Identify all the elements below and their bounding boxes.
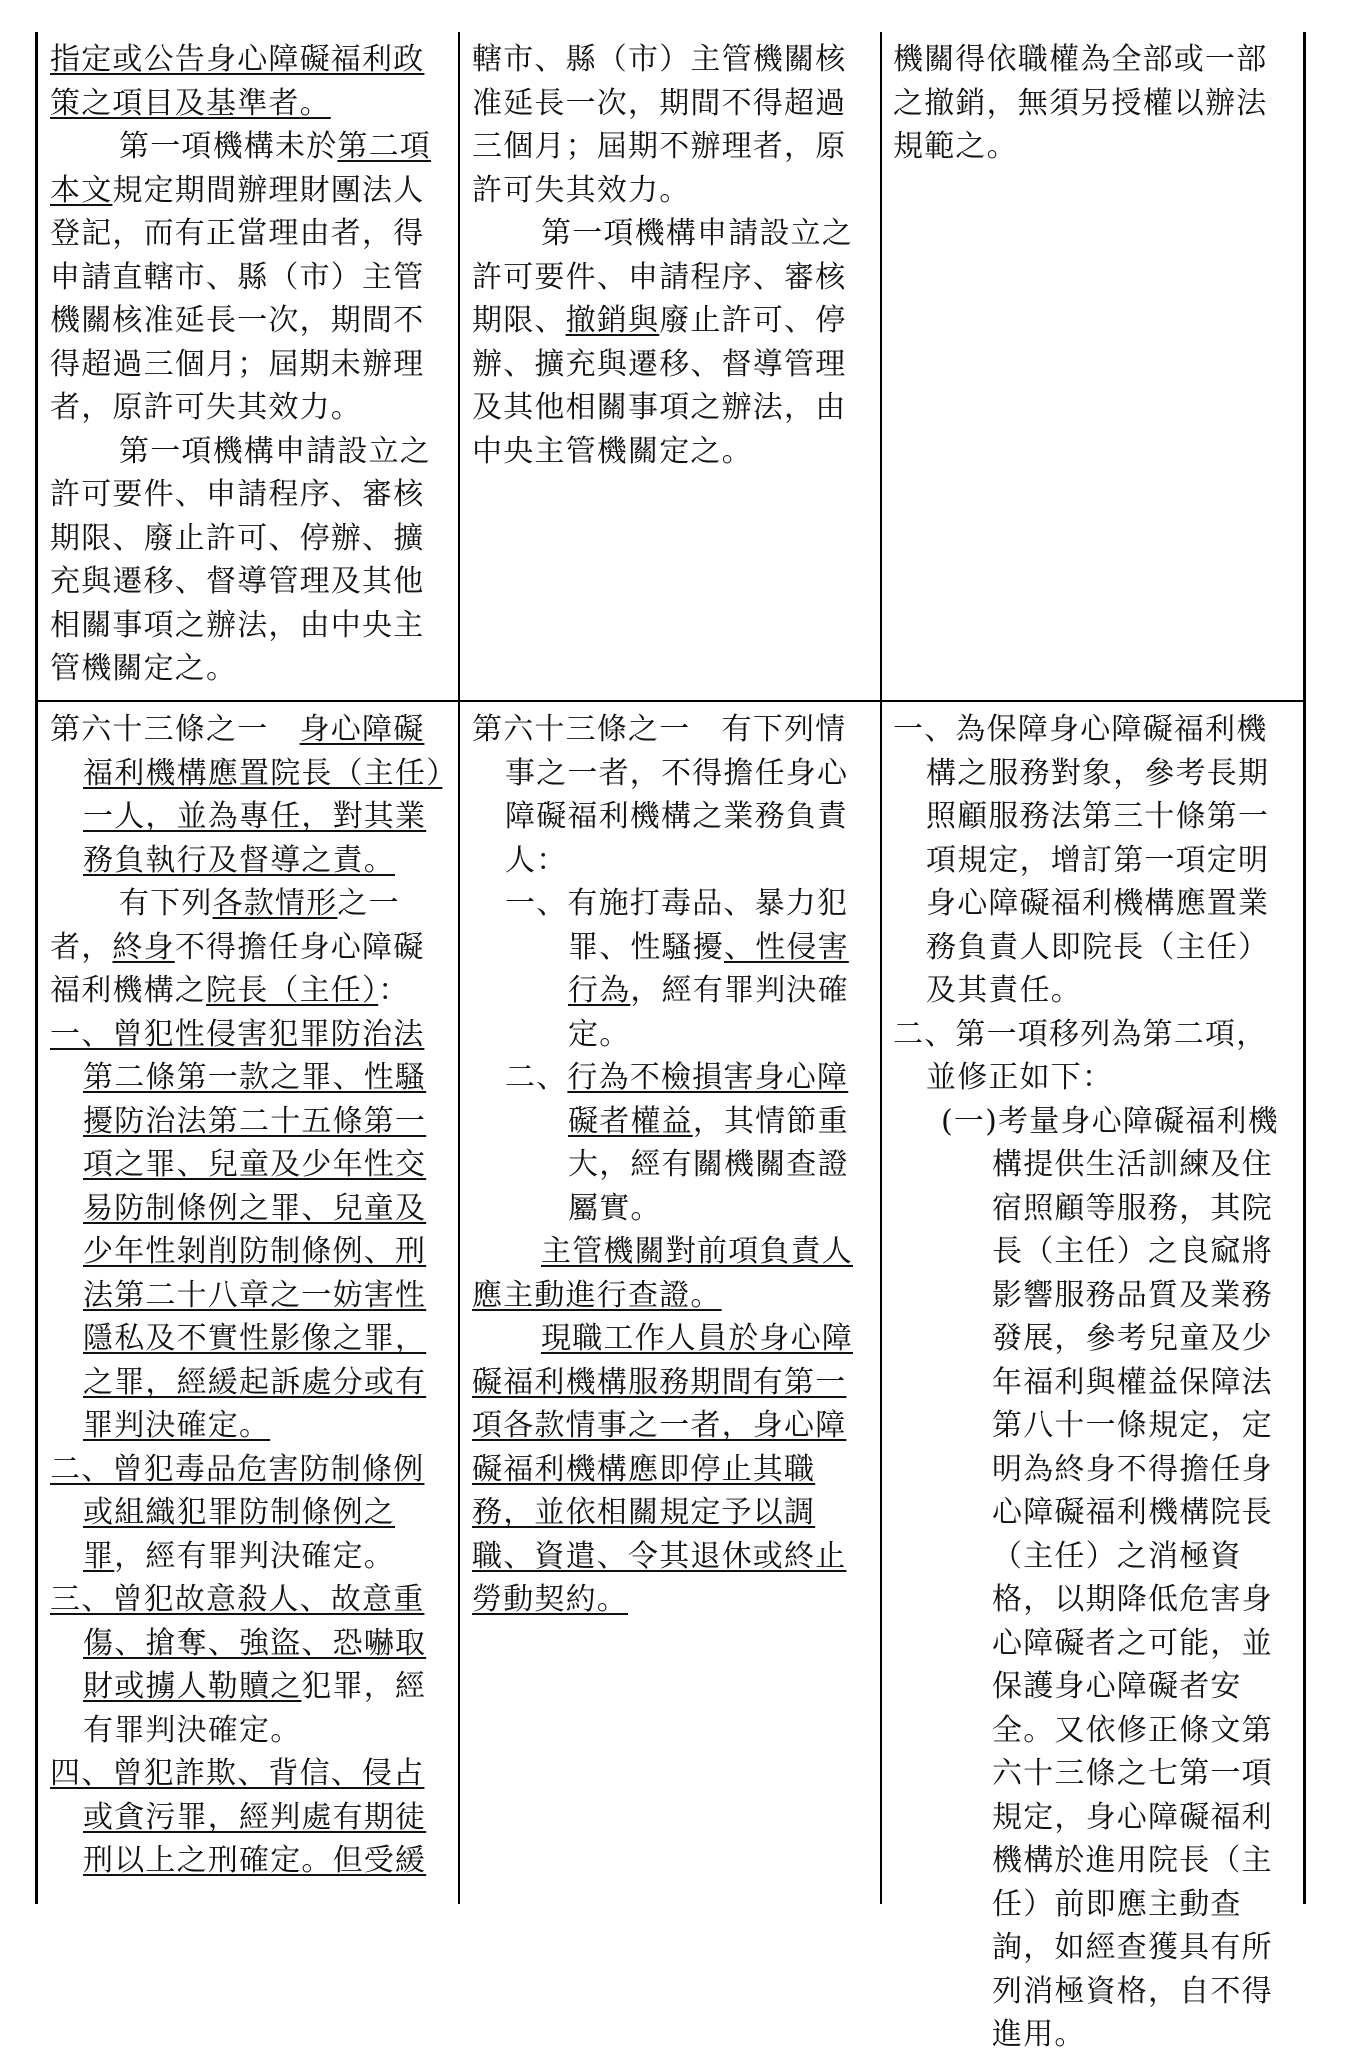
table-border-left [35, 32, 38, 1904]
row2-amended-text-cell [50, 708, 445, 1883]
explanation-item-1: 一、為保障身心障礙福利機構之服務對象，參考長期照顧服務法第三十條第一項規定，增訂第一項定明身心障礙福利機構應置業務負責人即院長（主任）及其責任。 [893, 712, 1270, 1008]
row1-explanation-cell [893, 38, 1288, 169]
row1-col1-para3: 第一項機構申請設立之許可要件、申請程序、審核期限、廢止許可、停辦、擴充與遷移、督導管理及其他相關事項之辦法，由中央主管機關定之。 [50, 433, 431, 686]
row1-col1-para1: 指定或公告身心障礙福利政策之項目及基準者。 [50, 42, 425, 121]
row2-current-text-cell [472, 708, 867, 1622]
explanation-item-2: 二、第一項移列為第二項，並修正如下： [893, 1016, 1268, 1095]
row1-col1-para2: 第一項機構未於第二項本文規定期間辦理財團法人登記，而有正當理由者，得申請直轄市、縣（市）主管機關核准延長一次，期間不得超過三個月；屆期未辦理者，原許可失其效力。 [50, 129, 432, 425]
row2-explanation-cell [893, 708, 1288, 2057]
article-heading-current: 第六十三條之一 有下列情事之一者，不得擔任身心障礙福利機構之業務負責人： [472, 712, 849, 878]
row2-col2-para2: 主管機關對前項負責人應主動進行查證。 [472, 1234, 853, 1313]
row1-col2-para2: 第一項機構申請設立之許可要件、申請程序、審核期限、撤銷與廢止許可、停辦、擴充與遷移、督導管理及其他相關事項之辦法，由中央主管機關定之。 [472, 216, 853, 469]
row2-col2-para3: 現職工作人員於身心障礙福利機構服務期間有第一項各款情事之一者，身心障礙福利機構應即停止其職務，並依相關規定予以調職、資遣、令其退休或終止勞動契約。 [472, 1321, 853, 1617]
current-item-1: 一、有施打毒品、暴力犯罪、性騷擾、性侵害行為，經有罪判決確定。 [505, 886, 849, 1052]
list-item-2: 二、曾犯毒品危害防制條例或組織犯罪防制條例之罪，經有罪判決確定。 [50, 1451, 425, 1574]
explanation-subitem-1: (一)考量身心障礙福利機構提供生活訓練及住宿照顧等服務，其院長（主任）之良窳將影響服務品質及業務發展，參考兒童及少年福利與權益保障法第八十一條規定，定明為終身不得擔任身心障礙福利機構院長（主任）之消極資格，以期降低危害身心障礙者之可能，並保護身心障礙者安全。又依修正條文第六十三條之七第一項規定，身心障礙福利機構於進用院長（主任）前即應主動查詢，如經查獲具有所列消極資格，自不得進用。 [941, 1103, 1279, 2052]
row1-col3-para1: 機關得依職權為全部或一部之撤銷，無須另授權以辦法規範之。 [893, 42, 1268, 164]
row-divider [35, 700, 1306, 702]
column-divider-2 [880, 32, 882, 1904]
table-border-right [1303, 32, 1306, 1904]
list-item-4: 四、曾犯詐欺、背信、侵占或貪污罪，經判處有期徒刑以上之刑確定。但受緩 [50, 1756, 427, 1878]
row1-amended-text-cell [50, 38, 445, 691]
list-item-3: 三、曾犯故意殺人、故意重傷、搶奪、強盜、恐嚇取財或擄人勒贖之犯罪，經有罪判決確定。 [50, 1582, 427, 1748]
row1-col2-para1: 轄市、縣（市）主管機關核准延長一次，期間不得超過三個月；屆期不辦理者，原許可失其效力。 [472, 42, 847, 208]
current-item-2: 二、行為不檢損害身心障礙者權益，其情節重大，經有關機關查證屬實。 [505, 1060, 849, 1226]
row2-col1-para2: 有下列各款情形之一者，終身不得擔任身心障礙福利機構之院長（主任）： [50, 886, 425, 1008]
column-divider-1 [458, 32, 460, 1904]
row1-current-text-cell [472, 38, 867, 473]
list-item-1: 一、曾犯性侵害犯罪防治法第二條第一款之罪、性騷擾防治法第二十五條第一項之罪、兒童及少年性交易防制條例之罪、兒童及少年性剝削防制條例、刑法第二十八章之一妨害性隱私及不實性影像之罪，之罪，經緩起訴處分或有罪判決確定。 [50, 1016, 427, 1443]
article-heading: 第六十三條之一 身心障礙福利機構應置院長（主任）一人，並為專任，對其業務負執行及督導之責。 [50, 712, 443, 878]
